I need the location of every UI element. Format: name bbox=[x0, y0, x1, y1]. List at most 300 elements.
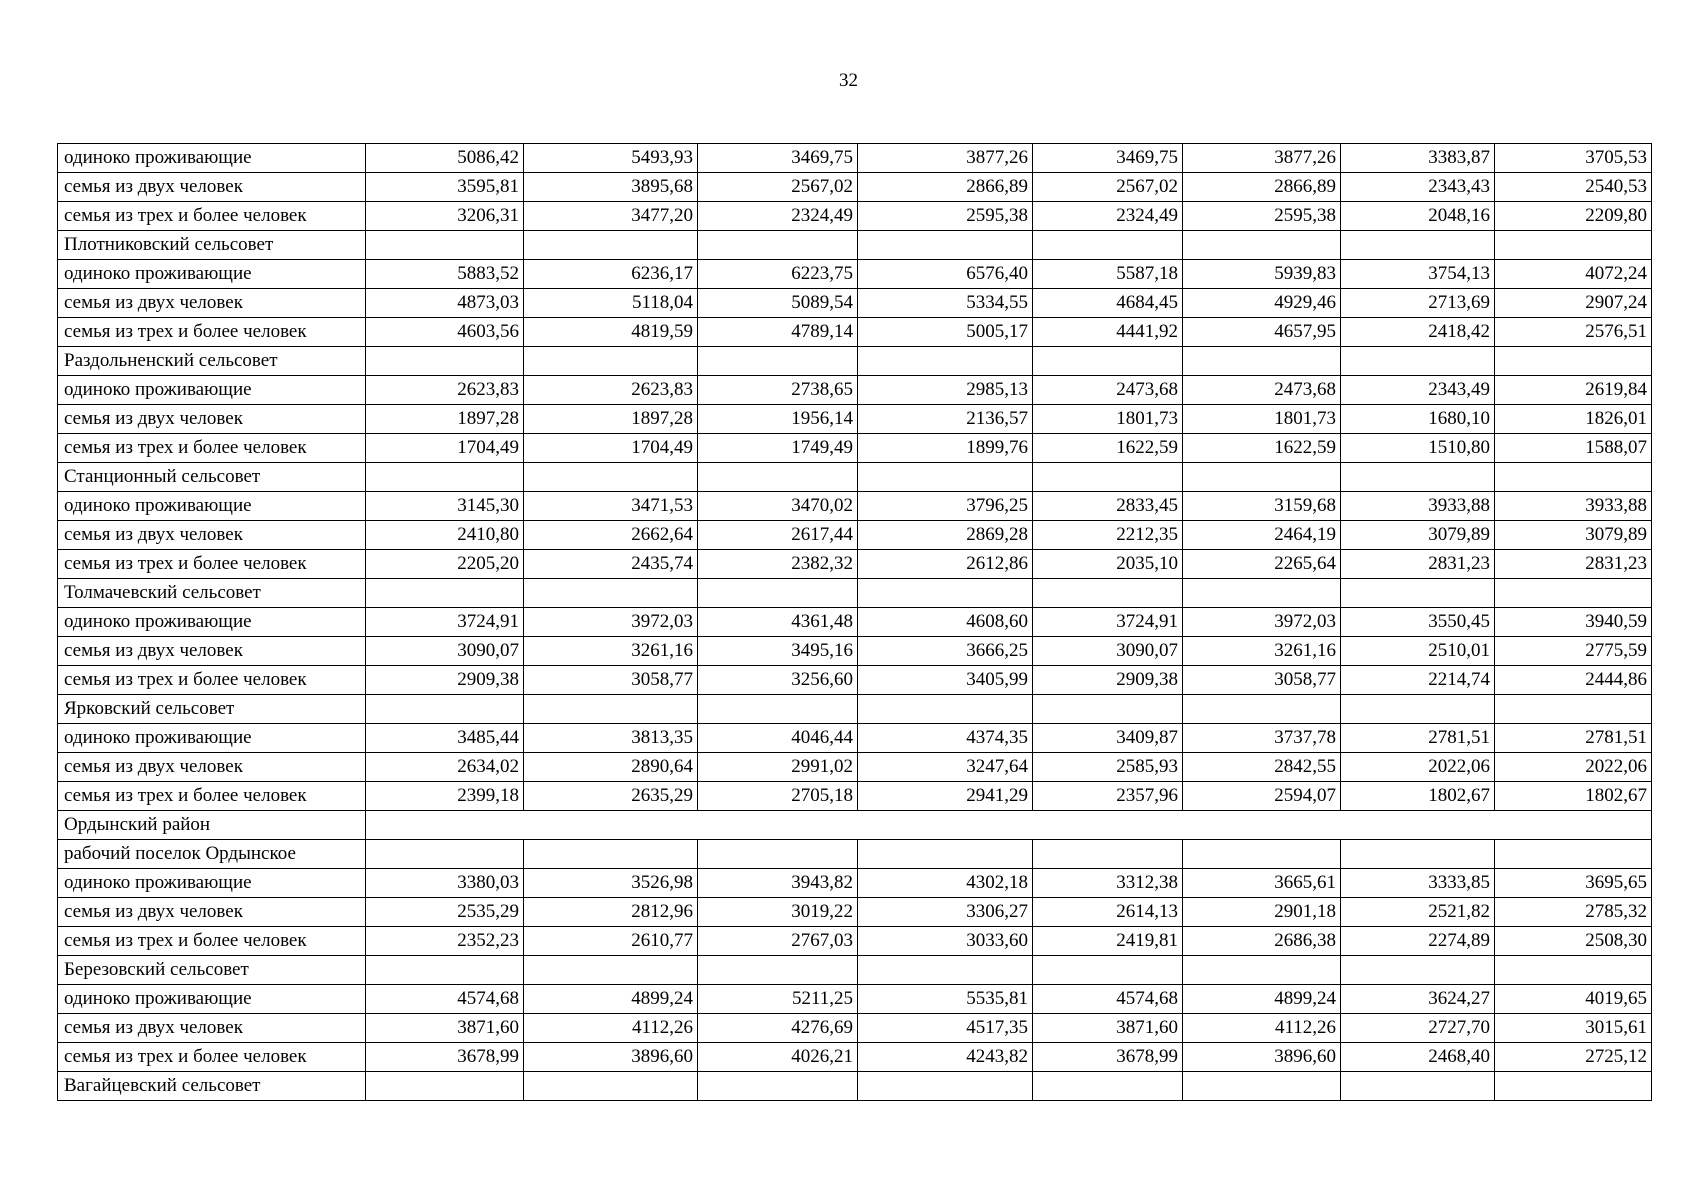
value-cell bbox=[366, 347, 524, 376]
row-label: семья из двух человек bbox=[58, 521, 366, 550]
row-label: Станционный сельсовет bbox=[58, 463, 366, 492]
value-cell: 2623,83 bbox=[524, 376, 698, 405]
value-cell: 2725,12 bbox=[1495, 1043, 1652, 1072]
value-cell bbox=[1033, 231, 1183, 260]
row-label: семья из трех и более человек bbox=[58, 434, 366, 463]
value-cell: 2833,45 bbox=[1033, 492, 1183, 521]
value-cell bbox=[1495, 579, 1652, 608]
value-cell bbox=[1033, 956, 1183, 985]
row-label: семья из трех и более человек bbox=[58, 202, 366, 231]
value-cell bbox=[698, 579, 858, 608]
table-row bbox=[58, 260, 1652, 289]
value-cell: 3079,89 bbox=[1341, 521, 1495, 550]
table-row bbox=[58, 202, 1652, 231]
value-cell: 2324,49 bbox=[1033, 202, 1183, 231]
value-cell bbox=[1341, 1072, 1495, 1101]
value-cell: 2785,32 bbox=[1495, 898, 1652, 927]
table-row bbox=[58, 405, 1652, 434]
value-cell bbox=[858, 463, 1033, 492]
value-cell: 2614,13 bbox=[1033, 898, 1183, 927]
value-cell: 3666,25 bbox=[858, 637, 1033, 666]
value-cell: 3019,22 bbox=[698, 898, 858, 927]
row-label: семья из трех и более человек bbox=[58, 782, 366, 811]
value-cell bbox=[1033, 840, 1183, 869]
value-cell: 2909,38 bbox=[366, 666, 524, 695]
value-cell bbox=[698, 956, 858, 985]
value-cell: 3595,81 bbox=[366, 173, 524, 202]
value-cell: 5211,25 bbox=[698, 985, 858, 1014]
table-row bbox=[58, 811, 1652, 840]
value-cell: 3678,99 bbox=[366, 1043, 524, 1072]
row-label: одиноко проживающие bbox=[58, 985, 366, 1014]
row-label: семья из двух человек bbox=[58, 1014, 366, 1043]
value-cell: 3469,75 bbox=[1033, 144, 1183, 173]
value-cell bbox=[524, 956, 698, 985]
value-cell: 3477,20 bbox=[524, 202, 698, 231]
value-cell: 3485,44 bbox=[366, 724, 524, 753]
value-cell: 3678,99 bbox=[1033, 1043, 1183, 1072]
value-cell: 4574,68 bbox=[1033, 985, 1183, 1014]
value-cell bbox=[1033, 463, 1183, 492]
value-cell: 2468,40 bbox=[1341, 1043, 1495, 1072]
value-cell: 2985,13 bbox=[858, 376, 1033, 405]
value-cell: 3705,53 bbox=[1495, 144, 1652, 173]
value-cell: 3470,02 bbox=[698, 492, 858, 521]
value-cell bbox=[698, 463, 858, 492]
value-cell: 3495,16 bbox=[698, 637, 858, 666]
value-cell: 2567,02 bbox=[698, 173, 858, 202]
value-cell: 3261,16 bbox=[524, 637, 698, 666]
table-row bbox=[58, 347, 1652, 376]
row-label: одиноко проживающие bbox=[58, 869, 366, 898]
row-label: семья из трех и более человек bbox=[58, 666, 366, 695]
value-cell bbox=[1183, 1072, 1341, 1101]
value-cell: 2812,96 bbox=[524, 898, 698, 927]
value-cell: 5939,83 bbox=[1183, 260, 1341, 289]
table-row bbox=[58, 637, 1652, 666]
page-number: 32 bbox=[839, 70, 858, 91]
value-cell: 3933,88 bbox=[1495, 492, 1652, 521]
value-cell: 5493,93 bbox=[524, 144, 698, 173]
table-row bbox=[58, 173, 1652, 202]
value-cell: 3206,31 bbox=[366, 202, 524, 231]
value-cell: 4929,46 bbox=[1183, 289, 1341, 318]
value-cell: 2831,23 bbox=[1341, 550, 1495, 579]
value-cell bbox=[1183, 956, 1341, 985]
table-row bbox=[58, 231, 1652, 260]
value-cell bbox=[1341, 579, 1495, 608]
value-cell bbox=[1033, 579, 1183, 608]
value-cell: 2521,82 bbox=[1341, 898, 1495, 927]
value-cell: 2343,49 bbox=[1341, 376, 1495, 405]
table-row bbox=[58, 724, 1652, 753]
value-cell: 2212,35 bbox=[1033, 521, 1183, 550]
value-cell: 2022,06 bbox=[1495, 753, 1652, 782]
value-cell bbox=[698, 347, 858, 376]
value-cell bbox=[1495, 463, 1652, 492]
table-row bbox=[58, 608, 1652, 637]
value-cell: 4072,24 bbox=[1495, 260, 1652, 289]
value-cell bbox=[1341, 463, 1495, 492]
value-cell: 4243,82 bbox=[858, 1043, 1033, 1072]
value-cell: 2567,02 bbox=[1033, 173, 1183, 202]
value-cell: 3033,60 bbox=[858, 927, 1033, 956]
value-cell: 3333,85 bbox=[1341, 869, 1495, 898]
value-cell: 2464,19 bbox=[1183, 521, 1341, 550]
value-cell: 2767,03 bbox=[698, 927, 858, 956]
value-cell bbox=[524, 347, 698, 376]
value-cell bbox=[858, 956, 1033, 985]
row-label: одиноко проживающие bbox=[58, 608, 366, 637]
value-cell: 3079,89 bbox=[1495, 521, 1652, 550]
value-cell: 3754,13 bbox=[1341, 260, 1495, 289]
value-cell: 3624,27 bbox=[1341, 985, 1495, 1014]
table-row bbox=[58, 695, 1652, 724]
value-cell: 2265,64 bbox=[1183, 550, 1341, 579]
value-cell: 3813,35 bbox=[524, 724, 698, 753]
value-cell: 5334,55 bbox=[858, 289, 1033, 318]
table-row bbox=[58, 434, 1652, 463]
value-cell: 3015,61 bbox=[1495, 1014, 1652, 1043]
value-cell bbox=[524, 695, 698, 724]
value-cell: 6223,75 bbox=[698, 260, 858, 289]
value-cell: 4046,44 bbox=[698, 724, 858, 753]
value-cell: 2510,01 bbox=[1341, 637, 1495, 666]
row-label: семья из трех и более человек bbox=[58, 318, 366, 347]
value-cell: 3871,60 bbox=[366, 1014, 524, 1043]
value-cell: 1704,49 bbox=[524, 434, 698, 463]
data-table bbox=[57, 143, 1652, 1101]
value-cell: 2209,80 bbox=[1495, 202, 1652, 231]
value-cell bbox=[1183, 695, 1341, 724]
value-cell bbox=[858, 695, 1033, 724]
value-cell: 4574,68 bbox=[366, 985, 524, 1014]
value-cell: 3090,07 bbox=[1033, 637, 1183, 666]
row-label: семья из трех и более человек bbox=[58, 550, 366, 579]
value-cell: 3526,98 bbox=[524, 869, 698, 898]
value-cell: 2713,69 bbox=[1341, 289, 1495, 318]
row-label: Ярковский сельсовет bbox=[58, 695, 366, 724]
value-cell: 2136,57 bbox=[858, 405, 1033, 434]
value-cell: 2941,29 bbox=[858, 782, 1033, 811]
value-cell bbox=[698, 695, 858, 724]
value-cell bbox=[366, 1072, 524, 1101]
table-row bbox=[58, 463, 1652, 492]
value-cell bbox=[1183, 347, 1341, 376]
value-cell: 2205,20 bbox=[366, 550, 524, 579]
table-row bbox=[58, 1043, 1652, 1072]
value-cell: 2410,80 bbox=[366, 521, 524, 550]
value-cell: 3695,65 bbox=[1495, 869, 1652, 898]
value-cell: 4302,18 bbox=[858, 869, 1033, 898]
value-cell: 2781,51 bbox=[1341, 724, 1495, 753]
row-label: семья из двух человек bbox=[58, 405, 366, 434]
value-cell: 3933,88 bbox=[1341, 492, 1495, 521]
value-cell: 3380,03 bbox=[366, 869, 524, 898]
value-cell bbox=[1341, 347, 1495, 376]
value-cell: 2048,16 bbox=[1341, 202, 1495, 231]
value-cell: 2775,59 bbox=[1495, 637, 1652, 666]
value-cell bbox=[366, 463, 524, 492]
value-cell bbox=[858, 840, 1033, 869]
value-cell: 1802,67 bbox=[1341, 782, 1495, 811]
value-cell bbox=[1495, 1072, 1652, 1101]
value-cell bbox=[858, 347, 1033, 376]
value-cell: 3145,30 bbox=[366, 492, 524, 521]
value-cell: 1801,73 bbox=[1183, 405, 1341, 434]
value-cell: 4361,48 bbox=[698, 608, 858, 637]
value-cell: 2595,38 bbox=[1183, 202, 1341, 231]
value-cell bbox=[1341, 695, 1495, 724]
value-cell: 1956,14 bbox=[698, 405, 858, 434]
row-label: Вагайцевский сельсовет bbox=[58, 1072, 366, 1101]
value-cell: 4684,45 bbox=[1033, 289, 1183, 318]
value-cell: 5118,04 bbox=[524, 289, 698, 318]
value-cell bbox=[366, 840, 524, 869]
table-row bbox=[58, 318, 1652, 347]
table-row bbox=[58, 492, 1652, 521]
table-row bbox=[58, 666, 1652, 695]
value-cell: 2866,89 bbox=[1183, 173, 1341, 202]
table-body bbox=[58, 144, 1652, 1101]
value-cell: 3940,59 bbox=[1495, 608, 1652, 637]
value-cell: 5005,17 bbox=[858, 318, 1033, 347]
table-row bbox=[58, 782, 1652, 811]
value-cell: 3058,77 bbox=[1183, 666, 1341, 695]
value-cell: 3877,26 bbox=[858, 144, 1033, 173]
value-cell bbox=[698, 1072, 858, 1101]
value-cell: 2594,07 bbox=[1183, 782, 1341, 811]
value-cell bbox=[698, 840, 858, 869]
value-cell: 1897,28 bbox=[366, 405, 524, 434]
value-cell bbox=[366, 956, 524, 985]
value-cell: 2022,06 bbox=[1341, 753, 1495, 782]
value-cell: 1899,76 bbox=[858, 434, 1033, 463]
value-cell bbox=[1183, 463, 1341, 492]
value-cell: 2781,51 bbox=[1495, 724, 1652, 753]
value-cell: 1826,01 bbox=[1495, 405, 1652, 434]
value-cell: 3895,68 bbox=[524, 173, 698, 202]
value-cell: 2909,38 bbox=[1033, 666, 1183, 695]
value-cell: 2686,38 bbox=[1183, 927, 1341, 956]
value-cell: 3972,03 bbox=[1183, 608, 1341, 637]
value-cell: 1622,59 bbox=[1183, 434, 1341, 463]
value-cell bbox=[1183, 231, 1341, 260]
value-cell: 5587,18 bbox=[1033, 260, 1183, 289]
value-cell: 2738,65 bbox=[698, 376, 858, 405]
value-cell: 2324,49 bbox=[698, 202, 858, 231]
value-cell bbox=[1183, 840, 1341, 869]
value-cell: 4441,92 bbox=[1033, 318, 1183, 347]
value-cell bbox=[1033, 1072, 1183, 1101]
value-cell bbox=[1495, 231, 1652, 260]
value-cell: 3256,60 bbox=[698, 666, 858, 695]
value-cell: 2662,64 bbox=[524, 521, 698, 550]
value-cell bbox=[366, 695, 524, 724]
value-cell: 1749,49 bbox=[698, 434, 858, 463]
value-cell bbox=[1495, 840, 1652, 869]
value-cell: 3972,03 bbox=[524, 608, 698, 637]
value-cell: 2623,83 bbox=[366, 376, 524, 405]
value-cell: 4019,65 bbox=[1495, 985, 1652, 1014]
row-label: одиноко проживающие bbox=[58, 260, 366, 289]
value-cell: 2399,18 bbox=[366, 782, 524, 811]
value-cell: 3469,75 bbox=[698, 144, 858, 173]
value-cell: 4374,35 bbox=[858, 724, 1033, 753]
value-cell bbox=[698, 231, 858, 260]
table-row bbox=[58, 1072, 1652, 1101]
table-row bbox=[58, 289, 1652, 318]
value-cell: 1897,28 bbox=[524, 405, 698, 434]
value-cell: 2869,28 bbox=[858, 521, 1033, 550]
value-cell: 2612,86 bbox=[858, 550, 1033, 579]
table-row bbox=[58, 550, 1652, 579]
value-cell bbox=[366, 231, 524, 260]
value-cell bbox=[1341, 840, 1495, 869]
value-cell: 3409,87 bbox=[1033, 724, 1183, 753]
table-row bbox=[58, 956, 1652, 985]
value-cell: 2382,32 bbox=[698, 550, 858, 579]
table-row bbox=[58, 521, 1652, 550]
value-cell bbox=[524, 463, 698, 492]
value-cell: 3550,45 bbox=[1341, 608, 1495, 637]
value-cell: 2842,55 bbox=[1183, 753, 1341, 782]
row-label: семья из трех и более человек bbox=[58, 927, 366, 956]
value-cell: 2585,93 bbox=[1033, 753, 1183, 782]
value-cell: 2535,29 bbox=[366, 898, 524, 927]
value-cell: 3261,16 bbox=[1183, 637, 1341, 666]
value-cell: 1801,73 bbox=[1033, 405, 1183, 434]
value-cell: 2035,10 bbox=[1033, 550, 1183, 579]
value-cell: 4026,21 bbox=[698, 1043, 858, 1072]
value-cell: 3896,60 bbox=[524, 1043, 698, 1072]
value-cell: 4819,59 bbox=[524, 318, 698, 347]
value-cell: 2418,42 bbox=[1341, 318, 1495, 347]
value-cell: 2343,43 bbox=[1341, 173, 1495, 202]
value-cell: 6236,17 bbox=[524, 260, 698, 289]
value-cell bbox=[1033, 347, 1183, 376]
value-cell: 4603,56 bbox=[366, 318, 524, 347]
value-cell: 2890,64 bbox=[524, 753, 698, 782]
value-cell: 5086,42 bbox=[366, 144, 524, 173]
value-cell: 2907,24 bbox=[1495, 289, 1652, 318]
value-cell: 2635,29 bbox=[524, 782, 698, 811]
row-label: Ордынский район bbox=[58, 811, 366, 840]
value-cell bbox=[1183, 579, 1341, 608]
value-cell: 3405,99 bbox=[858, 666, 1033, 695]
value-cell: 3159,68 bbox=[1183, 492, 1341, 521]
row-label: семья из двух человек bbox=[58, 637, 366, 666]
value-cell bbox=[366, 579, 524, 608]
value-cell: 2214,74 bbox=[1341, 666, 1495, 695]
row-label: семья из двух человек bbox=[58, 289, 366, 318]
value-cell: 2705,18 bbox=[698, 782, 858, 811]
value-cell: 5535,81 bbox=[858, 985, 1033, 1014]
table-row bbox=[58, 898, 1652, 927]
row-label: одиноко проживающие bbox=[58, 724, 366, 753]
value-cell: 2473,68 bbox=[1183, 376, 1341, 405]
value-cell: 3471,53 bbox=[524, 492, 698, 521]
row-label: одиноко проживающие bbox=[58, 144, 366, 173]
value-cell: 2274,89 bbox=[1341, 927, 1495, 956]
row-label: семья из двух человек bbox=[58, 173, 366, 202]
value-cell: 2619,84 bbox=[1495, 376, 1652, 405]
value-cell: 2634,02 bbox=[366, 753, 524, 782]
value-cell bbox=[524, 231, 698, 260]
value-cell: 2595,38 bbox=[858, 202, 1033, 231]
value-cell: 3724,91 bbox=[1033, 608, 1183, 637]
value-cell: 2991,02 bbox=[698, 753, 858, 782]
row-label: Толмачевский сельсовет bbox=[58, 579, 366, 608]
value-cell: 2610,77 bbox=[524, 927, 698, 956]
value-cell: 2727,70 bbox=[1341, 1014, 1495, 1043]
value-cell: 3665,61 bbox=[1183, 869, 1341, 898]
value-cell: 2419,81 bbox=[1033, 927, 1183, 956]
value-cell: 2473,68 bbox=[1033, 376, 1183, 405]
value-cell: 3896,60 bbox=[1183, 1043, 1341, 1072]
value-cell: 4899,24 bbox=[524, 985, 698, 1014]
value-cell: 2508,30 bbox=[1495, 927, 1652, 956]
value-cell: 2540,53 bbox=[1495, 173, 1652, 202]
value-cell: 3877,26 bbox=[1183, 144, 1341, 173]
value-cell: 3943,82 bbox=[698, 869, 858, 898]
value-cell: 4112,26 bbox=[1183, 1014, 1341, 1043]
value-cell: 2444,86 bbox=[1495, 666, 1652, 695]
value-cell bbox=[1495, 695, 1652, 724]
row-label: Плотниковский сельсовет bbox=[58, 231, 366, 260]
value-cell: 2357,96 bbox=[1033, 782, 1183, 811]
value-cell: 1802,67 bbox=[1495, 782, 1652, 811]
value-cell bbox=[858, 231, 1033, 260]
value-cell: 6576,40 bbox=[858, 260, 1033, 289]
value-cell: 4657,95 bbox=[1183, 318, 1341, 347]
row-label: семья из трех и более человек bbox=[58, 1043, 366, 1072]
row-label: одиноко проживающие bbox=[58, 376, 366, 405]
value-cell: 1622,59 bbox=[1033, 434, 1183, 463]
value-cell: 1680,10 bbox=[1341, 405, 1495, 434]
value-cell: 3871,60 bbox=[1033, 1014, 1183, 1043]
value-cell bbox=[1033, 695, 1183, 724]
value-cell bbox=[1495, 956, 1652, 985]
value-cell: 5089,54 bbox=[698, 289, 858, 318]
row-label: рабочий поселок Ордынское bbox=[58, 840, 366, 869]
value-cell bbox=[1495, 347, 1652, 376]
value-cell: 3312,38 bbox=[1033, 869, 1183, 898]
value-cell: 4112,26 bbox=[524, 1014, 698, 1043]
value-cell: 3306,27 bbox=[858, 898, 1033, 927]
value-cell: 1704,49 bbox=[366, 434, 524, 463]
value-cell: 3058,77 bbox=[524, 666, 698, 695]
value-cell: 1588,07 bbox=[1495, 434, 1652, 463]
value-cell: 3383,87 bbox=[1341, 144, 1495, 173]
value-cell: 4276,69 bbox=[698, 1014, 858, 1043]
value-cell bbox=[858, 1072, 1033, 1101]
value-cell: 2866,89 bbox=[858, 173, 1033, 202]
value-cell: 4608,60 bbox=[858, 608, 1033, 637]
value-cell: 4789,14 bbox=[698, 318, 858, 347]
table-row bbox=[58, 376, 1652, 405]
value-cell: 5883,52 bbox=[366, 260, 524, 289]
table-row bbox=[58, 753, 1652, 782]
table-row bbox=[58, 579, 1652, 608]
table-row bbox=[58, 927, 1652, 956]
table-row bbox=[58, 1014, 1652, 1043]
value-cell bbox=[1341, 956, 1495, 985]
value-cell: 2831,23 bbox=[1495, 550, 1652, 579]
table-row bbox=[58, 869, 1652, 898]
value-cell: 2435,74 bbox=[524, 550, 698, 579]
value-cell bbox=[524, 579, 698, 608]
